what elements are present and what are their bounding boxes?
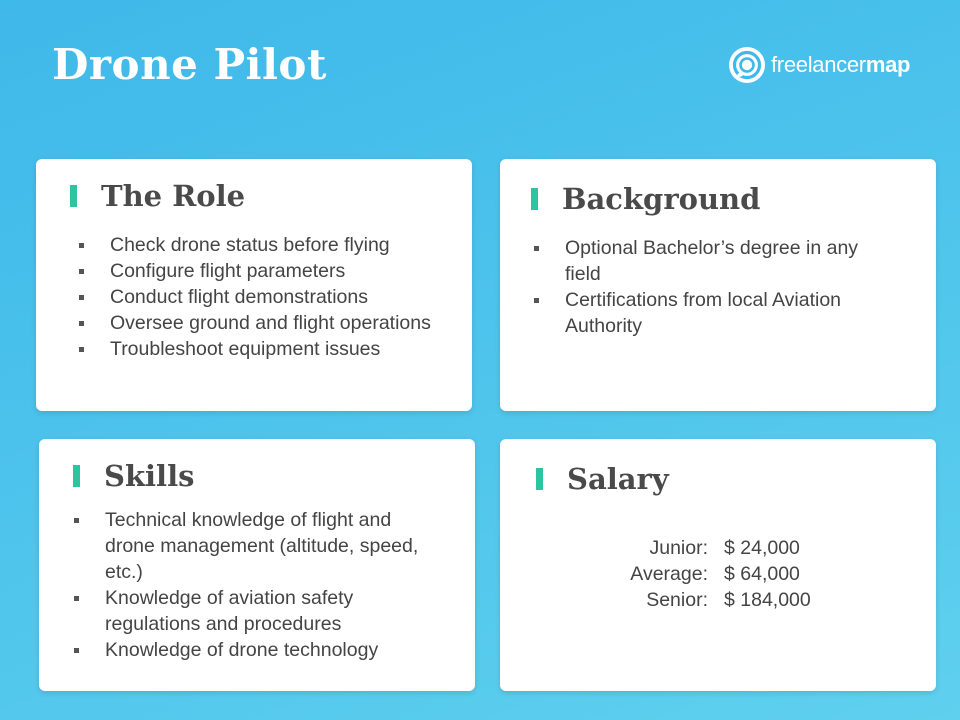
salary-row-junior	[566, 535, 811, 561]
role-card	[36, 159, 472, 411]
salary-accent-bar	[536, 468, 543, 490]
list-item: Configure flight parameters	[74, 258, 444, 284]
salary-row-senior	[566, 587, 811, 613]
background-list	[529, 235, 899, 339]
salary-label: Average:	[630, 563, 708, 585]
background-title: Background	[562, 182, 761, 216]
list-item: Optional Bachelor’s degree in any field	[529, 235, 899, 287]
role-list	[74, 232, 444, 362]
list-item: Conduct flight demonstrations	[74, 284, 444, 310]
list-item: Oversee ground and flight operations	[74, 310, 444, 336]
salary-value: $ 24,000	[724, 537, 800, 559]
salary-table	[566, 535, 811, 613]
list-item: Knowledge of drone technology	[69, 637, 439, 663]
list-item: Check drone status before flying	[74, 232, 444, 258]
salary-label: Senior:	[646, 589, 708, 611]
list-item: Troubleshoot equipment issues	[74, 336, 444, 362]
freelancermap-logo-icon	[727, 45, 767, 85]
freelancermap-logo	[727, 43, 910, 87]
salary-value: $ 184,000	[724, 589, 811, 611]
skills-card	[39, 439, 475, 691]
salary-row-average	[566, 561, 811, 587]
logo-text-regular: freelancer	[771, 52, 866, 77]
salary-value: $ 64,000	[724, 563, 800, 585]
list-item: Technical knowledge of flight and drone management (altitude, speed, etc.)	[69, 507, 439, 585]
salary-title: Salary	[567, 462, 669, 496]
salary-label: Junior:	[649, 537, 708, 559]
logo-text-bold: map	[865, 52, 911, 77]
skills-list	[69, 507, 439, 663]
background-card	[500, 159, 936, 411]
page-title: Drone Pilot	[52, 40, 327, 89]
logo-text	[771, 52, 910, 78]
role-accent-bar	[70, 185, 77, 207]
background-accent-bar	[531, 188, 538, 210]
role-title: The Role	[101, 179, 246, 213]
list-item: Knowledge of aviation safety regulations and procedures	[69, 585, 439, 637]
skills-accent-bar	[73, 465, 80, 487]
salary-card	[500, 439, 936, 691]
skills-title: Skills	[104, 459, 195, 493]
list-item: Certifications from local Aviation Authority	[529, 287, 899, 339]
